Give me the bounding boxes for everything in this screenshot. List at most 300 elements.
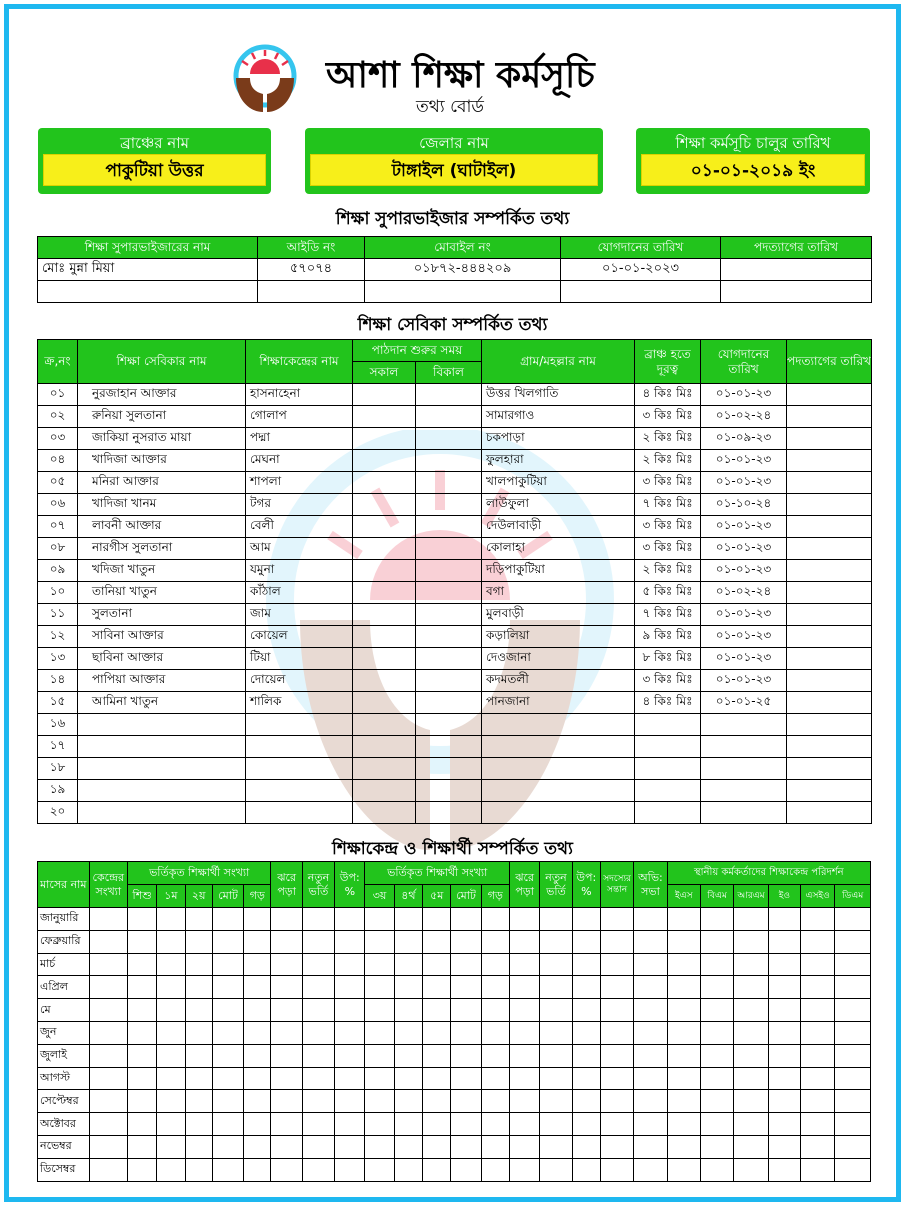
sebika-row bbox=[38, 494, 872, 516]
supervisor-id-cell bbox=[258, 281, 365, 303]
village-name-cell: খালপাকুটিয়া bbox=[482, 472, 635, 494]
center-name-cell: টিয়া bbox=[246, 648, 353, 670]
serial-header: ক্র,নং bbox=[38, 340, 78, 384]
enrolled-upper-subheader: মোট bbox=[451, 885, 481, 908]
join-date-cell: ০১-০১-২৩ bbox=[701, 450, 787, 472]
data-cell bbox=[423, 1113, 451, 1136]
month-name-cell: মে bbox=[38, 999, 90, 1022]
morning-time-cell bbox=[353, 582, 416, 604]
sebika-row bbox=[38, 736, 872, 758]
data-cell bbox=[667, 908, 700, 931]
data-cell bbox=[271, 1135, 302, 1158]
education-header-row bbox=[38, 862, 871, 885]
data-cell bbox=[244, 1113, 271, 1136]
supervisor-join-header: যোগদানের তারিখ bbox=[561, 237, 721, 259]
enrolled-upper-subheader: ৩য় bbox=[365, 885, 394, 908]
data-cell bbox=[157, 953, 185, 976]
data-cell bbox=[801, 1135, 835, 1158]
distance-cell bbox=[635, 758, 701, 780]
data-cell bbox=[540, 1067, 572, 1090]
data-cell bbox=[801, 1021, 835, 1044]
data-cell bbox=[212, 1044, 243, 1067]
data-cell bbox=[600, 1067, 633, 1090]
distance-cell: ৫ কিঃ মিঃ bbox=[635, 582, 701, 604]
data-cell bbox=[451, 908, 481, 931]
visit-subheader: বিএম bbox=[700, 885, 733, 908]
data-cell bbox=[634, 953, 667, 976]
data-cell bbox=[244, 908, 271, 931]
data-cell bbox=[185, 1044, 212, 1067]
data-cell bbox=[634, 1113, 667, 1136]
afternoon-time-cell bbox=[416, 472, 482, 494]
village-name-cell bbox=[482, 714, 635, 736]
serial-cell: ০৯ bbox=[38, 560, 78, 582]
morning-time-cell bbox=[353, 758, 416, 780]
data-cell bbox=[127, 953, 156, 976]
morning-time-cell bbox=[353, 670, 416, 692]
resign-date-cell bbox=[787, 802, 872, 824]
month-row bbox=[38, 930, 871, 953]
morning-time-cell bbox=[353, 538, 416, 560]
supervisor-mobile-cell bbox=[365, 281, 561, 303]
distance-cell: ২ কিঃ মিঃ bbox=[635, 428, 701, 450]
supervisor-mobile-header: মোবাইল নং bbox=[365, 237, 561, 259]
start-date-label: শিক্ষা কর্মসূচি চালুর তারিখ bbox=[675, 134, 831, 152]
dropout-primary-header: ঝরে পড়া bbox=[271, 862, 302, 908]
data-cell bbox=[634, 930, 667, 953]
data-cell bbox=[157, 1135, 185, 1158]
month-name-cell: ফেব্রুয়ারি bbox=[38, 930, 90, 953]
sebika-name-cell: খদিজা খাতুন bbox=[78, 560, 246, 582]
data-cell bbox=[335, 1021, 365, 1044]
data-cell bbox=[335, 1067, 365, 1090]
morning-time-cell bbox=[353, 494, 416, 516]
data-cell bbox=[212, 976, 243, 999]
data-cell bbox=[185, 1135, 212, 1158]
education-table bbox=[37, 861, 871, 1182]
supervisor-join-date-cell: ০১-০১-২০২৩ bbox=[561, 259, 721, 281]
data-cell bbox=[572, 976, 600, 999]
data-cell bbox=[481, 930, 509, 953]
data-cell bbox=[835, 1067, 871, 1090]
data-cell bbox=[127, 976, 156, 999]
sebika-row bbox=[38, 428, 872, 450]
data-cell bbox=[212, 1067, 243, 1090]
data-cell bbox=[768, 999, 800, 1022]
morning-time-cell bbox=[353, 692, 416, 714]
afternoon-time-cell bbox=[416, 714, 482, 736]
join-date-cell bbox=[701, 780, 787, 802]
data-cell bbox=[481, 1021, 509, 1044]
data-cell bbox=[509, 1067, 539, 1090]
sebika-name-cell: নারগীস সুলতানা bbox=[78, 538, 246, 560]
center-name-cell: শালিক bbox=[246, 692, 353, 714]
data-cell bbox=[394, 908, 422, 931]
distance-cell bbox=[635, 714, 701, 736]
data-cell bbox=[212, 930, 243, 953]
data-cell bbox=[89, 1021, 127, 1044]
center-name-cell bbox=[246, 714, 353, 736]
supervisor-header-row bbox=[38, 237, 872, 259]
distance-cell bbox=[635, 780, 701, 802]
serial-cell: ০৮ bbox=[38, 538, 78, 560]
data-cell bbox=[768, 908, 800, 931]
afternoon-header: বিকাল bbox=[416, 362, 482, 384]
data-cell bbox=[212, 908, 243, 931]
data-cell bbox=[271, 1113, 302, 1136]
afternoon-time-cell bbox=[416, 670, 482, 692]
data-cell bbox=[157, 999, 185, 1022]
village-name-cell: উত্তর খিলগাতি bbox=[482, 384, 635, 406]
data-cell bbox=[157, 976, 185, 999]
data-cell bbox=[394, 1021, 422, 1044]
center-name-cell: গোলাপ bbox=[246, 406, 353, 428]
data-cell bbox=[423, 930, 451, 953]
distance-cell: ৭ কিঃ মিঃ bbox=[635, 494, 701, 516]
afternoon-time-cell bbox=[416, 736, 482, 758]
data-cell bbox=[302, 1044, 334, 1067]
data-cell bbox=[89, 953, 127, 976]
data-cell bbox=[127, 1135, 156, 1158]
sebika-row bbox=[38, 406, 872, 428]
resign-date-cell bbox=[787, 626, 872, 648]
data-cell bbox=[700, 1021, 733, 1044]
center-name-header: শিক্ষাকেন্দ্রের নাম bbox=[246, 340, 353, 384]
data-cell bbox=[157, 1021, 185, 1044]
morning-time-cell bbox=[353, 626, 416, 648]
month-row bbox=[38, 1090, 871, 1113]
data-cell bbox=[89, 1044, 127, 1067]
sebika-name-cell: ছাবিনা আক্তার bbox=[78, 648, 246, 670]
center-name-cell: আম bbox=[246, 538, 353, 560]
data-cell bbox=[667, 1135, 700, 1158]
afternoon-time-cell bbox=[416, 758, 482, 780]
data-cell bbox=[481, 1044, 509, 1067]
morning-time-cell bbox=[353, 736, 416, 758]
data-cell bbox=[600, 976, 633, 999]
sebika-row bbox=[38, 472, 872, 494]
visit-subheader: ইএস bbox=[667, 885, 700, 908]
data-cell bbox=[365, 1021, 394, 1044]
resign-date-cell bbox=[787, 582, 872, 604]
sebika-row bbox=[38, 648, 872, 670]
morning-time-cell bbox=[353, 384, 416, 406]
data-cell bbox=[335, 953, 365, 976]
sebika-row bbox=[38, 604, 872, 626]
data-cell bbox=[423, 1067, 451, 1090]
data-cell bbox=[540, 908, 572, 931]
sebika-row bbox=[38, 692, 872, 714]
data-cell bbox=[509, 908, 539, 931]
join-date-cell bbox=[701, 758, 787, 780]
data-cell bbox=[335, 999, 365, 1022]
data-cell bbox=[667, 1067, 700, 1090]
morning-time-cell bbox=[353, 406, 416, 428]
data-cell bbox=[185, 1158, 212, 1181]
data-cell bbox=[801, 953, 835, 976]
data-cell bbox=[423, 1090, 451, 1113]
resign-date-cell bbox=[787, 736, 872, 758]
afternoon-time-cell bbox=[416, 384, 482, 406]
sebika-section-title: শিক্ষা সেবিকা সম্পর্কিত তথ্য bbox=[357, 315, 548, 335]
data-cell bbox=[540, 999, 572, 1022]
data-cell bbox=[185, 1021, 212, 1044]
data-cell bbox=[185, 999, 212, 1022]
sebika-name-cell: লাবনী আক্তার bbox=[78, 516, 246, 538]
month-name-cell: ডিসেম্বর bbox=[38, 1158, 90, 1181]
data-cell bbox=[302, 1113, 334, 1136]
resign-date-cell bbox=[787, 758, 872, 780]
data-cell bbox=[394, 1044, 422, 1067]
enrolled-primary-subheader: ১ম bbox=[157, 885, 185, 908]
join-date-cell: ০১-০১-২৩ bbox=[701, 472, 787, 494]
village-name-cell bbox=[482, 802, 635, 824]
data-cell bbox=[700, 953, 733, 976]
data-cell bbox=[271, 908, 302, 931]
join-date-cell: ০১-০১-২৩ bbox=[701, 670, 787, 692]
data-cell bbox=[394, 930, 422, 953]
serial-cell: ০২ bbox=[38, 406, 78, 428]
sebika-row bbox=[38, 780, 872, 802]
data-cell bbox=[835, 1044, 871, 1067]
data-cell bbox=[540, 1090, 572, 1113]
sebika-row bbox=[38, 582, 872, 604]
data-cell bbox=[667, 976, 700, 999]
data-cell bbox=[157, 1158, 185, 1181]
sebika-row bbox=[38, 758, 872, 780]
data-cell bbox=[451, 953, 481, 976]
village-name-cell: কড়ালিয়া bbox=[482, 626, 635, 648]
data-cell bbox=[365, 953, 394, 976]
enrolled-upper-subheader: গড় bbox=[481, 885, 509, 908]
data-cell bbox=[734, 1158, 768, 1181]
data-cell bbox=[127, 930, 156, 953]
distance-cell: ২ কিঃ মিঃ bbox=[635, 560, 701, 582]
village-name-cell: কোলাহা bbox=[482, 538, 635, 560]
village-name-cell: লাউফুলা bbox=[482, 494, 635, 516]
data-cell bbox=[302, 976, 334, 999]
resign-date-cell bbox=[787, 472, 872, 494]
branch-box bbox=[38, 128, 271, 194]
resign-date-cell bbox=[787, 670, 872, 692]
data-cell bbox=[700, 976, 733, 999]
data-cell bbox=[600, 1090, 633, 1113]
data-cell bbox=[302, 953, 334, 976]
sebika-name-cell bbox=[78, 802, 246, 824]
afternoon-time-cell bbox=[416, 538, 482, 560]
visit-subheader: আরএম bbox=[734, 885, 768, 908]
join-date-cell bbox=[701, 802, 787, 824]
sebika-name-cell: খাদিজা খানম bbox=[78, 494, 246, 516]
supervisor-id-header: আইডি নং bbox=[258, 237, 365, 259]
resign-date-cell bbox=[787, 538, 872, 560]
data-cell bbox=[423, 1158, 451, 1181]
data-cell bbox=[481, 1067, 509, 1090]
month-name-cell: জানুয়ারি bbox=[38, 908, 90, 931]
data-cell bbox=[423, 999, 451, 1022]
month-row bbox=[38, 908, 871, 931]
afternoon-time-cell bbox=[416, 450, 482, 472]
data-cell bbox=[667, 1044, 700, 1067]
month-row bbox=[38, 999, 871, 1022]
data-cell bbox=[451, 976, 481, 999]
join-date-cell: ০১-০৯-২৩ bbox=[701, 428, 787, 450]
data-cell bbox=[157, 1090, 185, 1113]
data-cell bbox=[540, 1044, 572, 1067]
data-cell bbox=[212, 1021, 243, 1044]
afternoon-time-cell bbox=[416, 648, 482, 670]
data-cell bbox=[572, 1067, 600, 1090]
data-cell bbox=[700, 1067, 733, 1090]
center-name-cell bbox=[246, 780, 353, 802]
data-cell bbox=[481, 976, 509, 999]
data-cell bbox=[127, 1158, 156, 1181]
data-cell bbox=[481, 1113, 509, 1136]
data-cell bbox=[365, 908, 394, 931]
morning-time-cell bbox=[353, 560, 416, 582]
data-cell bbox=[244, 1135, 271, 1158]
month-row bbox=[38, 1135, 871, 1158]
month-name-cell: সেপ্টেম্বর bbox=[38, 1090, 90, 1113]
data-cell bbox=[423, 1021, 451, 1044]
new-admission-upper-header: নতুন ভর্তি bbox=[540, 862, 572, 908]
data-cell bbox=[244, 1021, 271, 1044]
village-name-cell: ফুলহারা bbox=[482, 450, 635, 472]
sebika-name-cell: মনিরা আক্তার bbox=[78, 472, 246, 494]
data-cell bbox=[212, 953, 243, 976]
distance-cell bbox=[635, 802, 701, 824]
attendance-upper-header: উপ: % bbox=[572, 862, 600, 908]
data-cell bbox=[451, 1090, 481, 1113]
morning-time-cell bbox=[353, 802, 416, 824]
data-cell bbox=[212, 1090, 243, 1113]
sebika-row bbox=[38, 560, 872, 582]
data-cell bbox=[734, 1021, 768, 1044]
serial-cell: ১২ bbox=[38, 626, 78, 648]
join-date-cell: ০১-০১-২৩ bbox=[701, 626, 787, 648]
data-cell bbox=[157, 908, 185, 931]
data-cell bbox=[572, 1021, 600, 1044]
sebika-name-cell: নুরজাহান আক্তার bbox=[78, 384, 246, 406]
data-cell bbox=[768, 1158, 800, 1181]
serial-cell: ১৮ bbox=[38, 758, 78, 780]
data-cell bbox=[423, 1044, 451, 1067]
data-cell bbox=[451, 1067, 481, 1090]
data-cell bbox=[801, 1158, 835, 1181]
data-cell bbox=[801, 930, 835, 953]
page-title: আশা শিক্ষা কর্মসূচি bbox=[326, 54, 595, 96]
distance-cell: ৯ কিঃ মিঃ bbox=[635, 626, 701, 648]
data-cell bbox=[734, 953, 768, 976]
data-cell bbox=[600, 999, 633, 1022]
data-cell bbox=[423, 908, 451, 931]
visit-subheader: ডিএম bbox=[835, 885, 871, 908]
join-date-cell: ০১-০১-২৩ bbox=[701, 538, 787, 560]
data-cell bbox=[244, 1067, 271, 1090]
afternoon-time-cell bbox=[416, 406, 482, 428]
data-cell bbox=[127, 1067, 156, 1090]
data-cell bbox=[801, 1044, 835, 1067]
village-name-cell: বগা bbox=[482, 582, 635, 604]
data-cell bbox=[394, 1113, 422, 1136]
supervisor-resign-header: পদত্যাগের তারিখ bbox=[721, 237, 872, 259]
education-subheader-row bbox=[38, 885, 871, 908]
join-date-cell: ০১-০২-২৪ bbox=[701, 582, 787, 604]
afternoon-time-cell bbox=[416, 516, 482, 538]
data-cell bbox=[572, 1135, 600, 1158]
join-date-cell: ০১-০১-২৩ bbox=[701, 384, 787, 406]
morning-time-cell bbox=[353, 428, 416, 450]
data-cell bbox=[365, 1067, 394, 1090]
morning-time-cell bbox=[353, 714, 416, 736]
distance-cell: ৩ কিঃ মিঃ bbox=[635, 538, 701, 560]
data-cell bbox=[572, 1158, 600, 1181]
data-cell bbox=[271, 953, 302, 976]
data-cell bbox=[244, 1158, 271, 1181]
data-cell bbox=[540, 976, 572, 999]
enrolled-primary-subheader: ২য় bbox=[185, 885, 212, 908]
data-cell bbox=[634, 1044, 667, 1067]
village-name-cell: দেউলাবাড়ী bbox=[482, 516, 635, 538]
data-cell bbox=[212, 1158, 243, 1181]
data-cell bbox=[127, 999, 156, 1022]
data-cell bbox=[271, 930, 302, 953]
data-cell bbox=[302, 1135, 334, 1158]
data-cell bbox=[734, 908, 768, 931]
center-name-cell: টগর bbox=[246, 494, 353, 516]
sebika-name-cell: আমিনা খাতুন bbox=[78, 692, 246, 714]
data-cell bbox=[127, 1021, 156, 1044]
resign-date-cell bbox=[787, 648, 872, 670]
data-cell bbox=[89, 976, 127, 999]
afternoon-time-cell bbox=[416, 604, 482, 626]
join-date-cell bbox=[701, 714, 787, 736]
data-cell bbox=[481, 999, 509, 1022]
data-cell bbox=[801, 1113, 835, 1136]
data-cell bbox=[185, 930, 212, 953]
resign-date-cell bbox=[787, 714, 872, 736]
data-cell bbox=[481, 908, 509, 931]
enrolled-upper-subheader: ৫ম bbox=[423, 885, 451, 908]
sebika-name-cell: সাবিনা আক্তার bbox=[78, 626, 246, 648]
data-cell bbox=[127, 1113, 156, 1136]
sebika-name-cell bbox=[78, 714, 246, 736]
serial-cell: ০৪ bbox=[38, 450, 78, 472]
data-cell bbox=[768, 1113, 800, 1136]
data-cell bbox=[600, 1044, 633, 1067]
distance-cell: ২ কিঃ মিঃ bbox=[635, 450, 701, 472]
data-cell bbox=[423, 953, 451, 976]
month-row bbox=[38, 1158, 871, 1181]
serial-cell: ২০ bbox=[38, 802, 78, 824]
sebika-name-cell: সুলতানা bbox=[78, 604, 246, 626]
data-cell bbox=[835, 1090, 871, 1113]
data-cell bbox=[185, 908, 212, 931]
serial-cell: ১৯ bbox=[38, 780, 78, 802]
data-cell bbox=[634, 1021, 667, 1044]
serial-cell: ১৬ bbox=[38, 714, 78, 736]
data-cell bbox=[451, 1135, 481, 1158]
data-cell bbox=[423, 976, 451, 999]
data-cell bbox=[302, 1090, 334, 1113]
data-cell bbox=[244, 976, 271, 999]
data-cell bbox=[768, 1135, 800, 1158]
data-cell bbox=[801, 1067, 835, 1090]
center-name-cell: কাঁঠাল bbox=[246, 582, 353, 604]
sebika-name-cell: রুনিয়া সুলতানা bbox=[78, 406, 246, 428]
data-cell bbox=[634, 1090, 667, 1113]
sebika-name-cell: জাকিয়া নুসরাত মায়া bbox=[78, 428, 246, 450]
